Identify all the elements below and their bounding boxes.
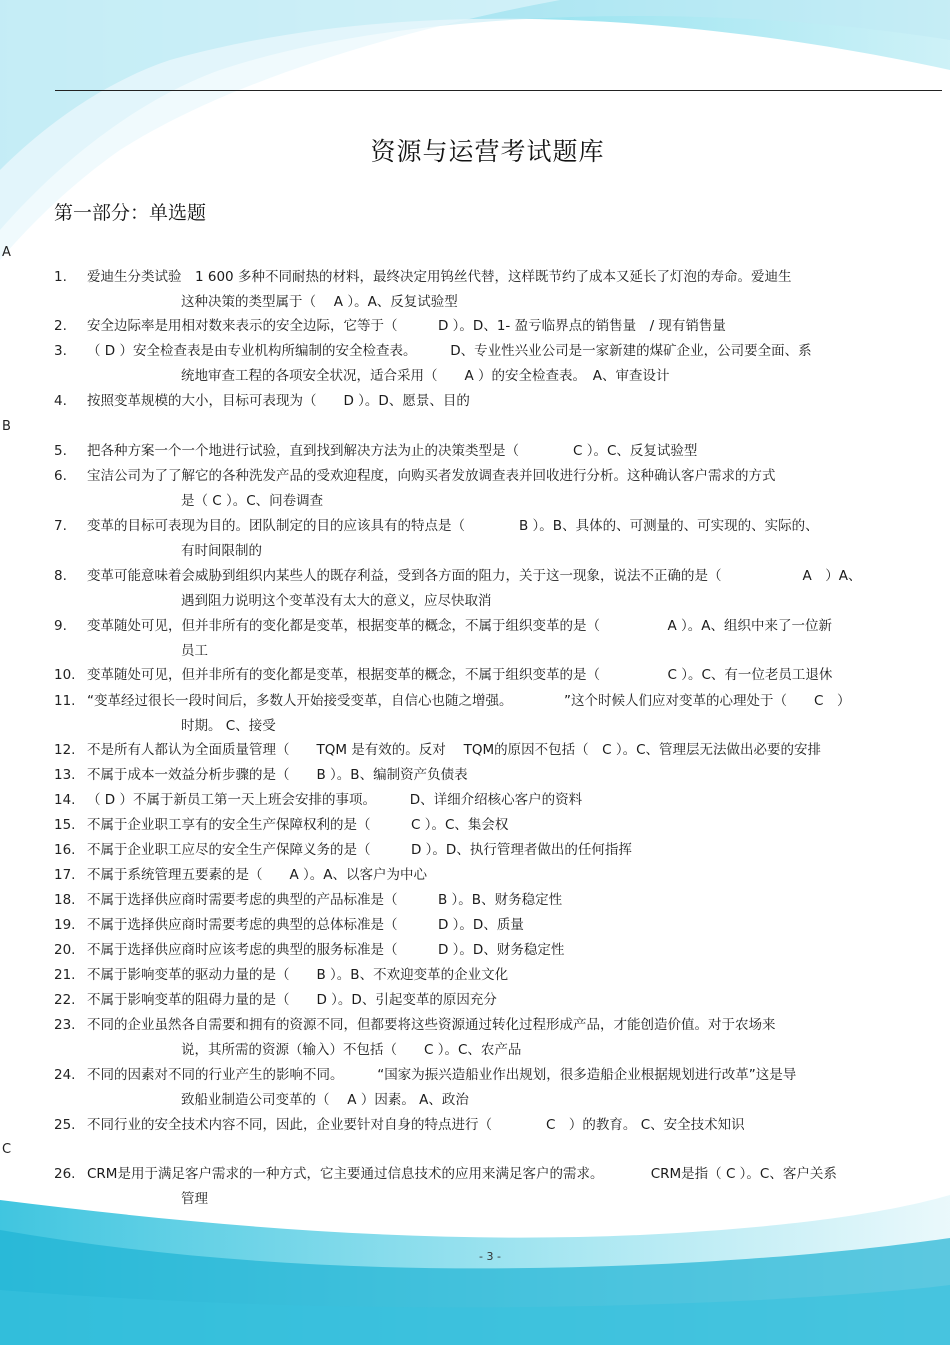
section-heading: 第一部分：单选题 [54, 202, 207, 224]
question-text: 变革的目标可表现为目的。团队制定的目的应该具有的特点是（ B ）。B、具体的、可测量的、可实现的、实际的、 [87, 518, 819, 534]
question-number: 8. [54, 568, 67, 584]
question-text: 不同的企业虽然各自需要和拥有的资源不同，但都要将这些资源通过转化过程形成产品，才能创造价值。对于农场来 [87, 1017, 776, 1033]
question-number: 16. [54, 842, 76, 858]
group-letter: C [2, 1142, 12, 1157]
question-text-continued: 这种决策的类型属于（ A ）。A、反复试验型 [181, 294, 458, 310]
question-text: 不属于影响变革的驱动力量的是（ B ）。B、不欢迎变革的企业文化 [87, 967, 509, 983]
question-text: 不属于企业职工应尽的安全生产保障义务的是（ D ）。D、执行管理者做出的任何指挥 [87, 842, 632, 858]
question-number: 25. [54, 1117, 76, 1133]
question-number: 22. [54, 992, 76, 1008]
question-text: 不属于选择供应商时需要考虑的典型的产品标准是（ B ）。B、财务稳定性 [87, 892, 563, 908]
question-text: “变革经过很长一段时间后，多数人开始接受变革，自信心也随之增强。 ”这个时候人们应对变革的心理处于（ C ） [87, 693, 851, 709]
question-number: 19. [54, 917, 76, 933]
question-text: 安全边际率是用相对数来表示的安全边际，它等于（ D ）。D、1- 盈亏临界点的销售量 / 现有销售量 [87, 318, 726, 334]
question-text-continued: 致船业制造公司变革的（ A ）因素。 A、政治 [181, 1092, 469, 1108]
question-text: （ D ）安全检查表是由专业机构所编制的安全检查表。 D、专业性兴业公司是一家新建的煤矿企业，公司要全面、系 [87, 343, 812, 359]
question-number: 17. [54, 867, 76, 883]
question-text-continued: 统地审查工程的各项安全状况，适合采用（ A ）的安全检查表。 A、审查设计 [181, 368, 670, 384]
question-text-continued: 是（ C ）。C、问卷调查 [181, 493, 324, 509]
question-number: 1. [54, 269, 67, 285]
question-text-continued: 管理 [181, 1191, 208, 1207]
question-text: CRM是用于满足客户需求的一种方式，它主要通过信息技术的应用来满足客户的需求。 CRM是指（ C ）。C、客户关系 [87, 1166, 837, 1182]
question-text: 不同的因素对不同的行业产生的影响不同。 “国家为振兴造船业作出规划，很多造船企业根据规划进行改革”这是导 [87, 1067, 797, 1083]
question-number: 7. [54, 518, 67, 534]
question-number: 4. [54, 393, 67, 409]
question-text: 不同行业的安全技术内容不同，因此，企业要针对自身的特点进行（ C ）的教育。 C、安全技术知识 [87, 1117, 745, 1133]
question-number: 23. [54, 1017, 76, 1033]
question-text: 变革随处可见，但并非所有的变化都是变革，根据变革的概念，不属于组织变革的是（ A ）。A、组织中来了一位新 [87, 618, 833, 634]
question-number: 20. [54, 942, 76, 958]
question-text: 不属于影响变革的阻碍力量的是（ D ）。D、引起变革的原因充分 [87, 992, 497, 1008]
question-number: 11. [54, 693, 76, 709]
question-number: 6. [54, 468, 67, 484]
group-letter: B [2, 419, 11, 434]
group-letter: A [2, 245, 11, 260]
question-number: 14. [54, 792, 76, 808]
question-text: 不属于系统管理五要素的是（ A ）。A、以客户为中心 [87, 867, 428, 883]
question-text-continued: 说，其所需的资源（输入）不包括（ C ）。C、农产品 [181, 1042, 522, 1058]
question-text: 不属于选择供应商时应该考虑的典型的服务标准是（ D ）。D、财务稳定性 [87, 942, 565, 958]
question-text: 爱迪生分类试验 1 600 多种不同耐热的材料，最终决定用钨丝代替，这样既节约了成本又延长了灯泡的寿命。爱迪生 [87, 269, 792, 285]
question-text: 把各种方案一个一个地进行试验，直到找到解决方法为止的决策类型是（ C ）。C、反复试验型 [87, 443, 698, 459]
question-text: 不属于企业职工享有的安全生产保障权利的是（ C ）。C、集会权 [87, 817, 509, 833]
page-number: - 3 - [479, 1250, 501, 1263]
question-number: 9. [54, 618, 67, 634]
question-number: 21. [54, 967, 76, 983]
question-text: 变革随处可见，但并非所有的变化都是变革，根据变革的概念，不属于组织变革的是（ C ）。C、有一位老员工退休 [87, 667, 833, 683]
question-text-continued: 时期。 C、接受 [181, 718, 276, 734]
question-number: 3. [54, 343, 67, 359]
question-text: 变革可能意味着会威胁到组织内某些人的既存利益，受到各方面的阻力，关于这一现象，说法不正确的是（ A ）A、 [87, 568, 862, 584]
question-number: 13. [54, 767, 76, 783]
question-text: 按照变革规模的大小，目标可表现为（ D ）。D、愿景、目的 [87, 393, 470, 409]
question-number: 2. [54, 318, 67, 334]
question-text: 不属于成本一效益分析步骤的是（ B ）。B、编制资产负债表 [87, 767, 468, 783]
question-number: 18. [54, 892, 76, 908]
question-text-continued: 遇到阻力说明这个变革没有太大的意义，应尽快取消 [181, 593, 492, 609]
header-rule [55, 90, 942, 91]
question-number: 12. [54, 742, 76, 758]
question-number: 15. [54, 817, 76, 833]
question-text-continued: 有时间限制的 [181, 543, 262, 559]
question-number: 5. [54, 443, 67, 459]
question-text: （ D ）不属于新员工第一天上班会安排的事项。 D、详细介绍核心客户的资料 [87, 792, 583, 808]
question-number: 26. [54, 1166, 76, 1182]
question-number: 24. [54, 1067, 76, 1083]
question-text-continued: 员工 [181, 643, 208, 659]
question-text: 宝洁公司为了了解它的各种洗发产品的受欢迎程度，向购买者发放调查表并回收进行分析。这种确认客户需求的方式 [87, 468, 776, 484]
question-text: 不是所有人都认为全面质量管理（ TQM 是有效的。反对 TQM的原因不包括（ C ）。C、管理层无法做出必要的安排 [87, 742, 822, 758]
question-number: 10. [54, 667, 76, 683]
document-title: 资源与运营考试题库 [370, 137, 605, 166]
question-text: 不属于选择供应商时需要考虑的典型的总体标准是（ D ）。D、质量 [87, 917, 524, 933]
